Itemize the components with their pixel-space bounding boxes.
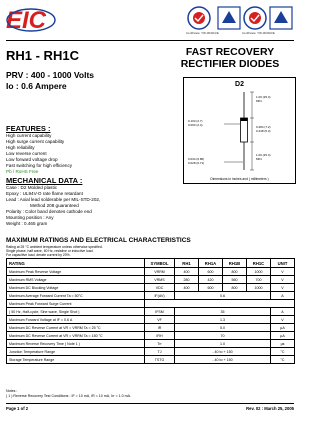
- rating-value: 1000: [247, 268, 271, 276]
- rating-value: V: [271, 276, 295, 284]
- rating-description: Maximum Forward Voltage at IF = 0.6 A: [7, 316, 145, 324]
- eic-logo-text: EIC: [6, 7, 47, 32]
- rating-description: Maximum Peak Forward Surge Current: [7, 300, 145, 308]
- rating-value: 600: [199, 268, 223, 276]
- package-outline-box: [183, 77, 296, 184]
- rating-value: 280: [175, 276, 199, 284]
- rating-value: V: [271, 268, 295, 276]
- prv-rating: PRV : 400 - 1000 Volts: [6, 70, 95, 80]
- features-heading: FEATURES :: [6, 124, 51, 133]
- table-row: [7, 300, 295, 308]
- rating-symbol: IR: [145, 324, 175, 332]
- table-row: [7, 332, 295, 340]
- rating-value: °C: [271, 348, 295, 356]
- rating-symbol: VRMS: [145, 276, 175, 284]
- table-row: [7, 284, 295, 292]
- rating-value: 800: [223, 268, 247, 276]
- table-notes: [6, 389, 131, 398]
- qs-9000-certificate-icon: [242, 5, 268, 31]
- notes-heading: Notes :: [6, 389, 18, 393]
- rating-description: Maximum Reverse Recovery Time ( Note 1 ): [7, 340, 145, 348]
- rating-value: µA: [271, 332, 295, 340]
- rating-description: Maximum DC Reverse Current at VR = VRRM Ta = 25 °C: [7, 324, 145, 332]
- rating-value: V: [271, 316, 295, 324]
- table-row: [7, 292, 295, 300]
- table-row: [7, 324, 295, 332]
- document-title: [160, 46, 300, 70]
- rating-symbol: TJ: [145, 348, 175, 356]
- column-header: RH1A: [199, 259, 223, 268]
- mechanical-item: Epoxy : UL94V-O rate flame retardant: [6, 191, 83, 196]
- rating-symbol: [145, 300, 295, 308]
- iso-9002-certificate-icon: [186, 5, 212, 31]
- ratings-table: [6, 258, 295, 364]
- column-header: UNIT: [271, 259, 295, 268]
- rating-symbol: VF: [145, 316, 175, 324]
- rating-value: 600: [199, 284, 223, 292]
- feature-item-rohs: Pb / RoHS Free: [6, 169, 39, 174]
- title-line-2: RECTIFIER DIODES: [180, 58, 280, 70]
- rating-description: Maximum DC Blocking Voltage: [7, 284, 145, 292]
- rating-value: - 40 to + 150: [175, 348, 271, 356]
- rating-description: Maximum Average Forward Current Ta = 50°C: [7, 292, 145, 300]
- rating-description: Maximum Peak Reverse Voltage: [7, 268, 145, 276]
- title-line-1: FAST RECOVERY: [185, 46, 275, 58]
- table-row: [7, 268, 295, 276]
- rating-value: A: [271, 308, 295, 316]
- ratings-conditions: [6, 245, 103, 257]
- rating-value: A: [271, 292, 295, 300]
- feature-item: Low forward voltage drop: [6, 157, 58, 162]
- dim-lead-diameter-text: 0.103 (2.7) 0.093 (2.4): [188, 119, 203, 127]
- dim-body-length: [256, 126, 271, 133]
- features-list: [6, 133, 72, 175]
- rating-value: 70: [175, 332, 271, 340]
- io-rating: Io : 0.6 Ampere: [6, 81, 67, 91]
- rating-value: 1.3: [175, 316, 271, 324]
- dim-lead-length-bottom-text: 1.00 (25.4) MIN.: [256, 153, 271, 161]
- table-row: [7, 348, 295, 356]
- rating-value: 5.0: [175, 324, 271, 332]
- dim-body-length-text: 0.284 (7.2) 0.248 (6.3): [256, 125, 271, 133]
- rating-description: Junction Temperature Range: [7, 348, 145, 356]
- rating-value: 560: [223, 276, 247, 284]
- table-row: [7, 276, 295, 284]
- rating-value: 800: [223, 284, 247, 292]
- column-header: RH1: [175, 259, 199, 268]
- table-row: [7, 340, 295, 348]
- rating-symbol: TSTG: [145, 356, 175, 364]
- dimensions-note: Dimensions in inches and ( millimeters ): [210, 177, 269, 181]
- iso-9002-certificate-icon-2: [216, 5, 242, 31]
- mechanical-item: Mounting position : Any: [6, 215, 54, 220]
- ratings-condition-line: For capacitive load, derate current by 20%.: [6, 253, 71, 257]
- dim-body-diameter: [188, 158, 204, 165]
- column-header: RH1C: [247, 259, 271, 268]
- feature-item: High surge current capability: [6, 139, 65, 144]
- cert-caption-1: Certificate: TW-00/001/E: [186, 31, 219, 35]
- dim-lead-length-top: [256, 96, 271, 103]
- ratings-heading: MAXIMUM RATINGS AND ELECTRICAL CHARACTERISTICS: [6, 237, 191, 244]
- dim-lead-length-bottom: [256, 154, 271, 161]
- rating-description: ( 50 Hz, Half-cycle, Sine wave, Single Shot ): [7, 308, 145, 316]
- diode-outline-drawing: [184, 78, 295, 183]
- rating-symbol: IFSM: [145, 308, 175, 316]
- rating-value: 400: [175, 268, 199, 276]
- package-name: D2: [235, 81, 244, 88]
- revision-date: Rev. 02 : March 25, 2005: [246, 406, 294, 411]
- key-ratings: [6, 70, 94, 92]
- rating-value: 400: [175, 284, 199, 292]
- dim-lead-length-top-text: 1.00 (25.4) MIN.: [256, 95, 271, 103]
- mechanical-item: Weight : 0.465 gram: [6, 221, 48, 226]
- column-header: RH1B: [223, 259, 247, 268]
- rating-value: µA: [271, 324, 295, 332]
- mechanical-item: Case : D2 Molded plastic: [6, 185, 58, 190]
- rating-value: 700: [247, 276, 271, 284]
- rating-value: V: [271, 284, 295, 292]
- header-rule: [6, 40, 294, 41]
- rating-symbol: VDC: [145, 284, 175, 292]
- rating-value: 35: [175, 308, 271, 316]
- rating-description: Maximum RMS Voltage: [7, 276, 145, 284]
- rating-description: Storage Temperature Range: [7, 356, 145, 364]
- ratings-condition-line: Single phase, half wave, 60 Hz, resistive or inductive load.: [6, 249, 94, 253]
- column-header: SYMBOL: [145, 259, 175, 268]
- rating-description: Maximum DC Reverse Current at VR = VRRM Ta = 150 °C: [7, 332, 145, 340]
- rating-value: µs: [271, 340, 295, 348]
- table-row: [7, 316, 295, 324]
- mechanical-list: [6, 185, 100, 227]
- certification-marks: [186, 5, 294, 37]
- ratings-condition-line: Rating at 25 °C ambient temperature unless otherwise specified.: [6, 245, 103, 249]
- eic-logo: [6, 6, 56, 32]
- page-number: Page 1 of 2: [6, 406, 29, 411]
- feature-item: Fast switching for high efficiency: [6, 163, 73, 168]
- part-range-title: RH1 - RH1C: [6, 48, 79, 63]
- feature-item: High current capability: [6, 133, 52, 138]
- note-1: ( 1 ) Reverse Recovery Test Conditions : IF = 10 mA, IR = 10 mA, Irr = 1.0 mA.: [6, 393, 132, 398]
- rating-symbol: IRH: [145, 332, 175, 340]
- rating-symbol: Trr: [145, 340, 175, 348]
- rating-value: 1.0: [175, 340, 271, 348]
- rating-value: °C: [271, 356, 295, 364]
- cert-caption-2: Certificate: TW-00/002/E: [242, 31, 275, 35]
- rating-value: 1000: [247, 284, 271, 292]
- footer-rule: [6, 403, 294, 404]
- dim-lead-diameter: [188, 120, 203, 127]
- mechanical-heading: MECHANICAL DATA :: [6, 176, 83, 185]
- table-header-row: [7, 259, 295, 268]
- feature-item: Low reverse current: [6, 151, 47, 156]
- mechanical-item: Polarity : Color band denotes cathode end: [6, 209, 92, 214]
- rating-symbol: VRRM: [145, 268, 175, 276]
- rating-value: 0.6: [175, 292, 271, 300]
- feature-item: High reliability: [6, 145, 35, 150]
- rating-value: 420: [199, 276, 223, 284]
- mechanical-item: Method 208 guaranteed: [30, 203, 79, 208]
- mechanical-item: Lead : Axial lead solderable per MIL-STD-202,: [6, 197, 101, 202]
- table-row: [7, 356, 295, 364]
- table-row: [7, 308, 295, 316]
- column-header: RATING: [7, 259, 145, 268]
- qs-9000-certificate-icon-2: [268, 5, 294, 31]
- rating-symbol: IF(AV): [145, 292, 175, 300]
- dim-body-diameter-text: 0.034 (0.86) 0.028 (0.71): [188, 157, 205, 165]
- rating-value: - 40 to + 150: [175, 356, 271, 364]
